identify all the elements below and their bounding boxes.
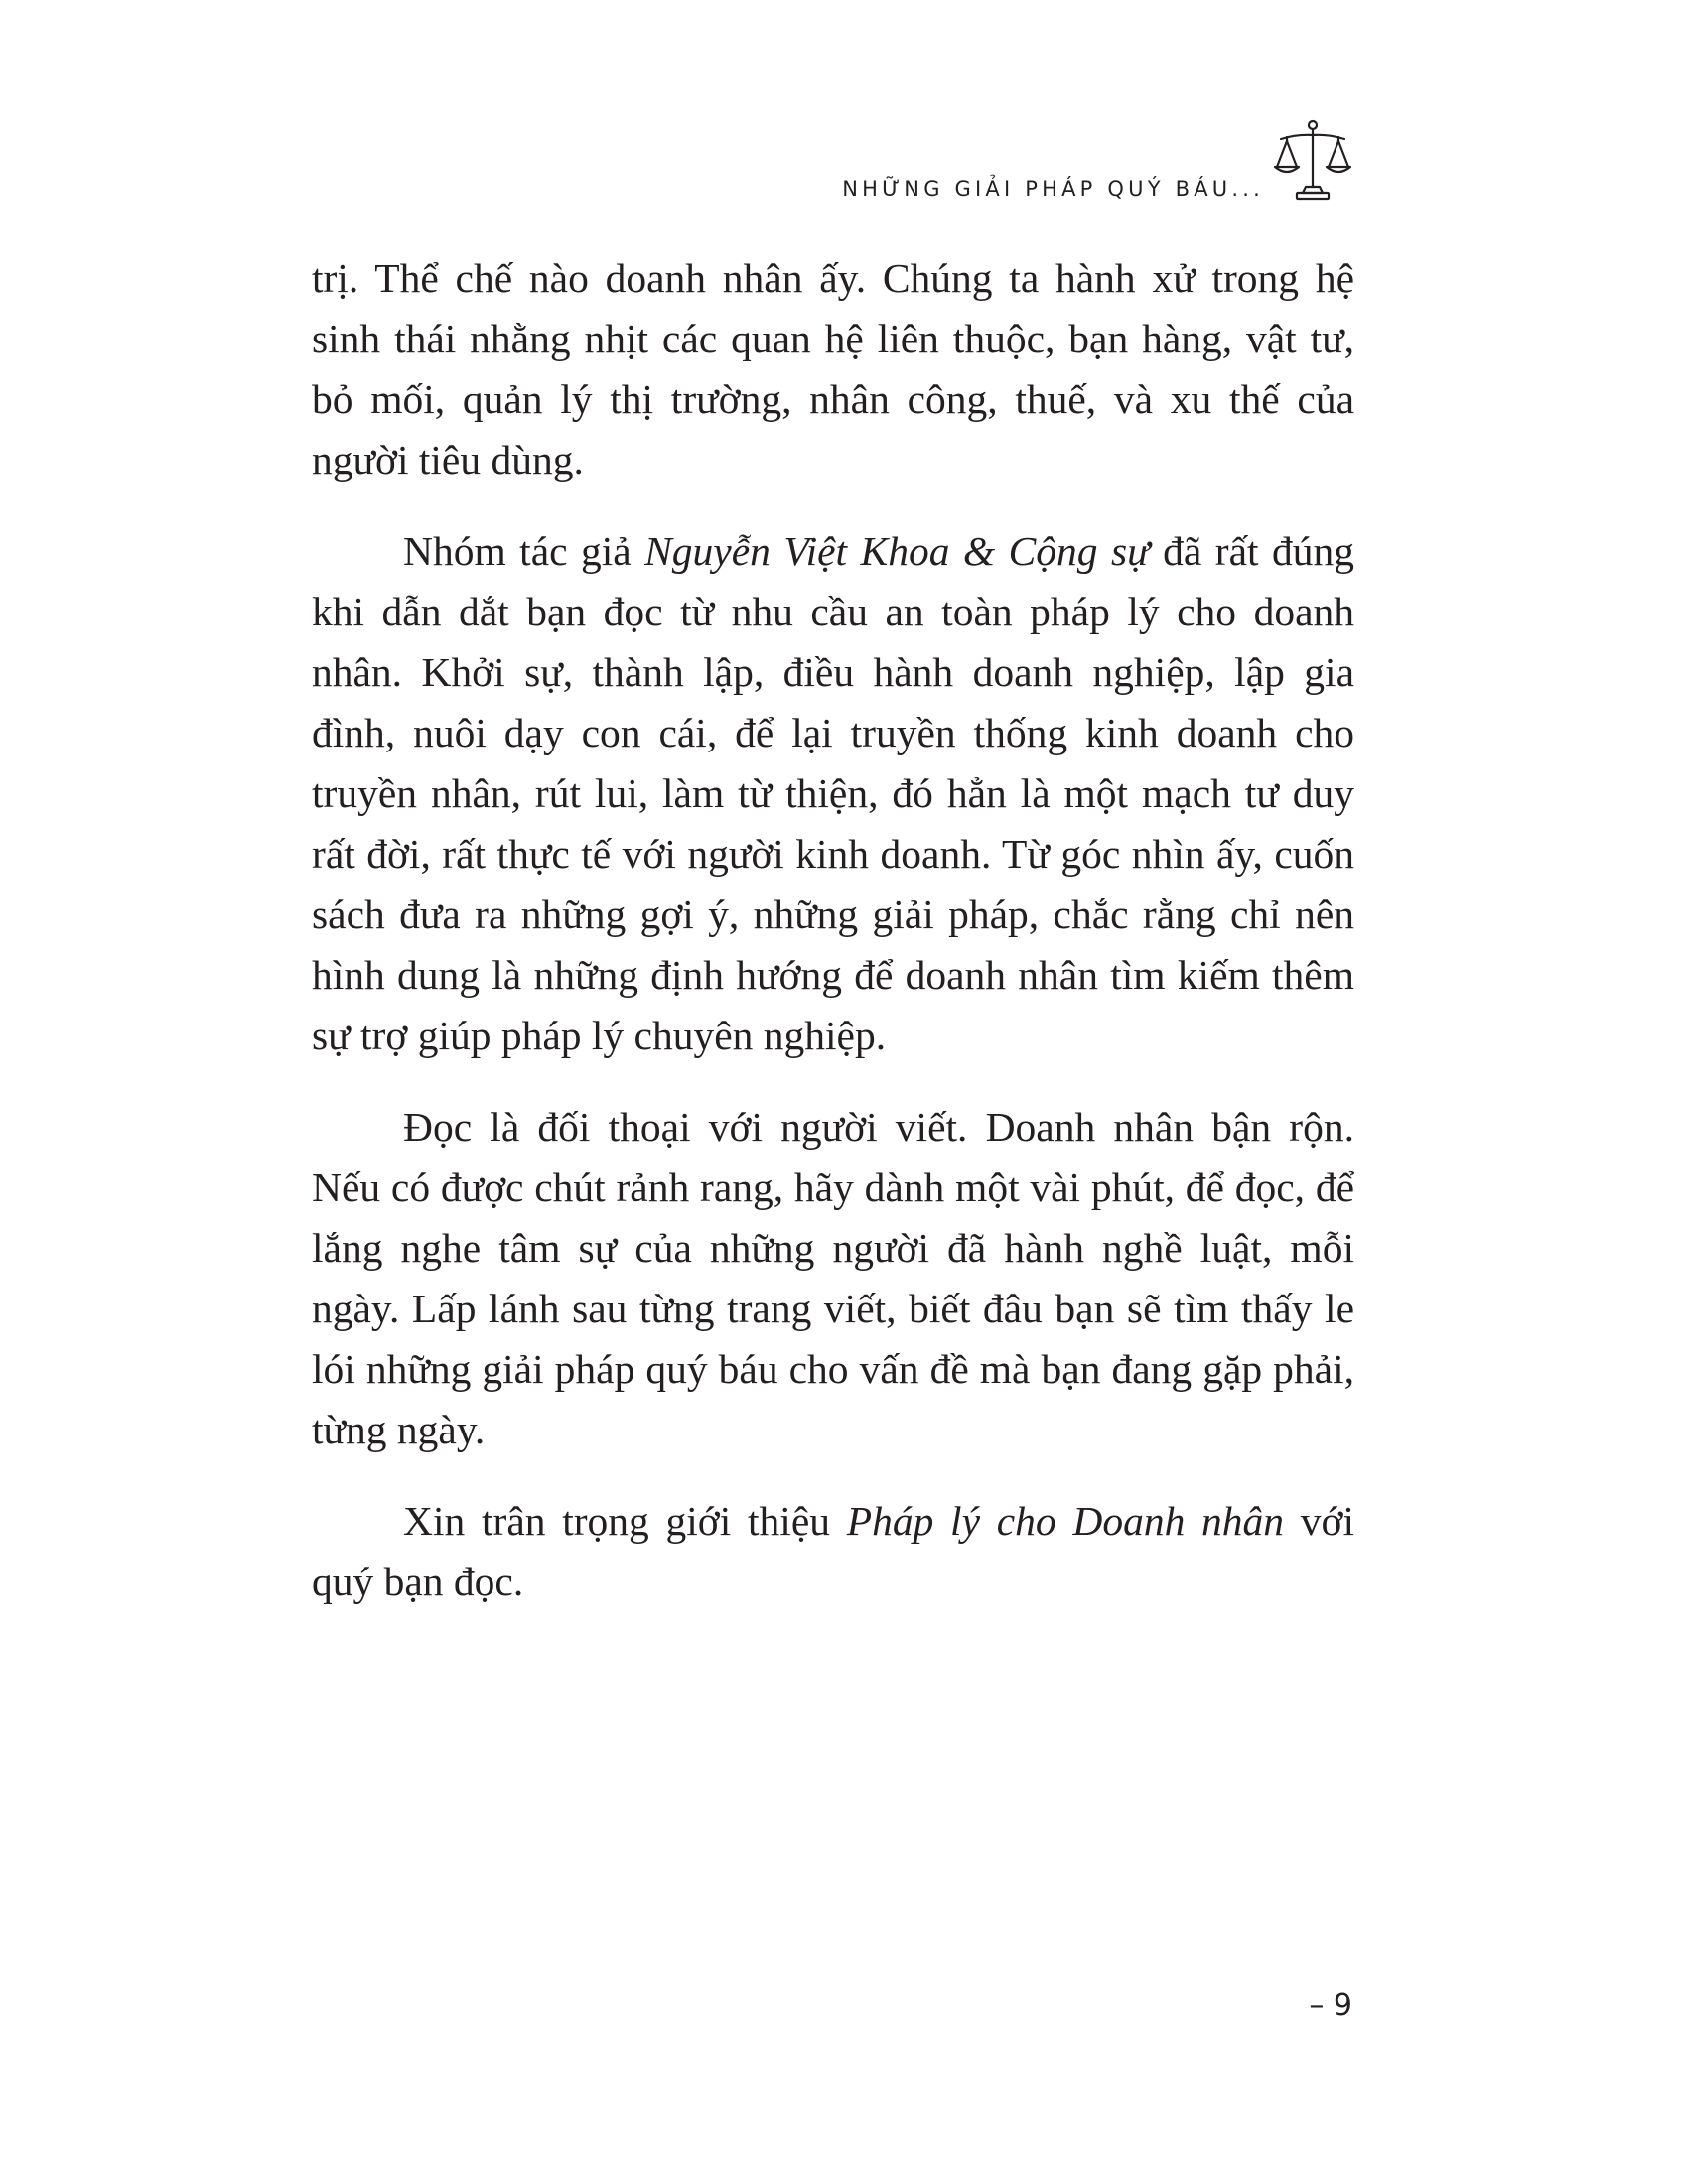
running-header: NHỮNG GIẢI PHÁP QUÝ BÁU... (842, 177, 1264, 201)
paragraph-1: trị. Thể chế nào doanh nhân ấy. Chúng ta hành xử trong hệ sinh thái nhằng nhịt các quan hệ liên thuộc, bạn hàng, vật tư, bỏ mối, quản lý thị trường, nhân công, thuế, và xu thế của người tiêu dùng. (312, 255, 1354, 482)
paragraph-4-rest: với quý bạn đọc. (312, 1498, 1354, 1604)
scales-of-justice-icon (1273, 117, 1352, 203)
body-text (312, 248, 1354, 1643)
paragraph-2-lead: Nhóm tác giả (403, 528, 645, 574)
paragraph-4 (312, 1491, 1354, 1612)
paragraph-2-rest: đã rất đúng khi dẫn dắt bạn đọc từ nhu cầu an toàn pháp lý cho doanh nhân. Khởi sự, thành lập, điều hành doanh nghiệp, lập gia đình, nuôi dạy con cái, để lại truyền thống kinh doanh cho truyền nhân, rút lui, làm từ thiện, đó hẳn là một mạch tư duy rất đời, rất thực tế với người kinh doanh. Từ góc nhìn ấy, cuốn sách đưa ra những gợi ý, những giải pháp, chắc rằng chỉ nên hình dung là những định hướng để doanh nhân tìm kiếm thêm sự trợ giúp pháp lý chuyên nghiệp. (312, 528, 1354, 1058)
paragraph-3: Đọc là đối thoại với người viết. Doanh nhân bận rộn. Nếu có được chút rảnh rang, hãy dành một vài phút, để đọc, để lắng nghe tâm sự của những người đã hành nghề luật, mỗi ngày. Lấp lánh sau từng trang viết, biết đâu bạn sẽ tìm thấy le lói những giải pháp quý báu cho vấn đề mà bạn đang gặp phải, từng ngày. (312, 1104, 1354, 1452)
authors-italic: Nguyễn Việt Khoa & Cộng sự (644, 528, 1150, 574)
book-title-italic: Pháp lý cho Doanh nhân (846, 1498, 1285, 1544)
paragraph-2 (312, 521, 1354, 1066)
page-number: – 9 (1309, 1988, 1352, 2023)
paragraph-4-lead: Xin trân trọng giới thiệu (403, 1498, 847, 1544)
